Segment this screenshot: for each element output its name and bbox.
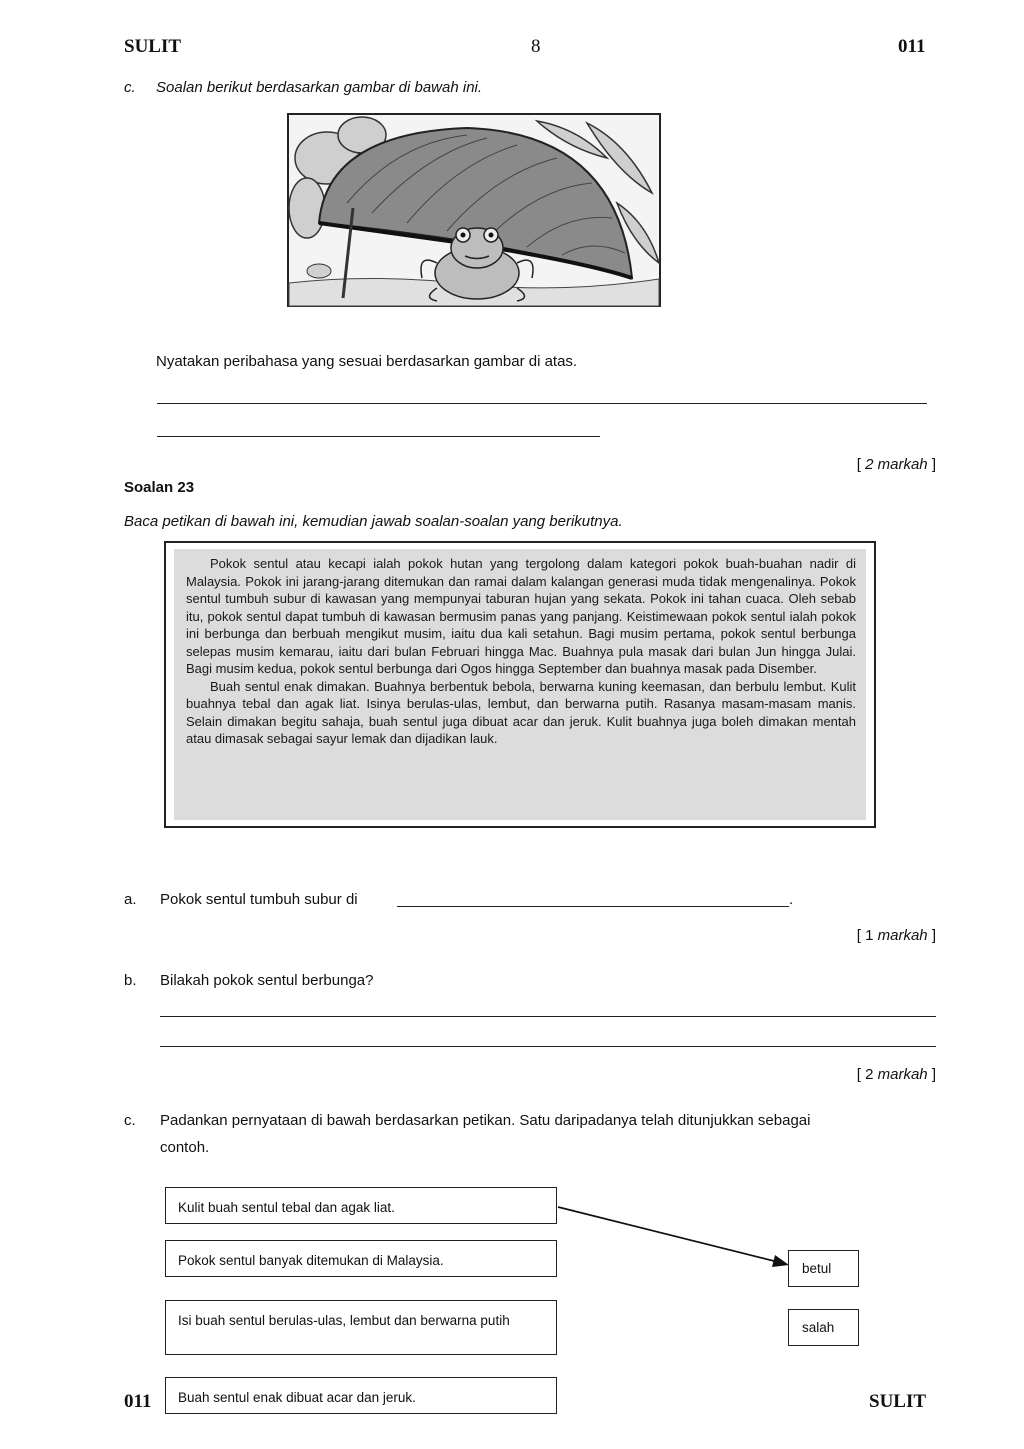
- question-a-end: .: [789, 891, 794, 908]
- question-b-label: b.: [124, 972, 137, 989]
- statement-box[interactable]: Isi buah sentul berulas-ulas, lembut dan berwarna putih: [165, 1300, 557, 1355]
- answer-line[interactable]: [160, 1016, 936, 1017]
- question-prompt: Nyatakan peribahasa yang sesuai berdasarkan gambar di atas.: [156, 353, 578, 370]
- answer-box-betul[interactable]: betul: [788, 1250, 859, 1287]
- footer-left: 011: [124, 1391, 152, 1412]
- answer-box-salah[interactable]: salah: [788, 1309, 859, 1346]
- answer-line[interactable]: [157, 403, 927, 404]
- question-instruction: Soalan berikut berdasarkan gambar di bawah ini.: [156, 79, 483, 96]
- header-left: SULIT: [124, 36, 182, 57]
- passage-paragraph: Buah sentul enak dimakan. Buahnya berbentuk bebola, berwarna kuning keemasan, dan berbulu lembut. Kulit buahnya tebal dan agak liat. Isinya berulas-ulas, lembut, dan berwarna putih. Rasanya masam-masam manis. Selain dimakan begitu sahaja, buah sentul juga dibuat acar dan jeruk. Kulit buahnya juga boleh dimakan mentah atau dimasak sebagai sayur lemak dan dijadikan lauk.: [186, 678, 856, 746]
- statement-box[interactable]: Pokok sentul banyak ditemukan di Malaysia.: [165, 1240, 557, 1277]
- section-instruction: Baca petikan di bawah ini, kemudian jawab soalan-soalan yang berikutnya.: [124, 513, 623, 530]
- passage-box: [164, 541, 876, 828]
- marks-label: [ 2 markah ]: [856, 1066, 936, 1083]
- header-right: 011: [898, 36, 926, 57]
- question-a-label: a.: [124, 891, 137, 908]
- answer-line[interactable]: [397, 906, 789, 907]
- passage-paragraph: Pokok sentul atau kecapi ialah pokok hutan yang tergolong dalam kategori pokok buah-buahan nadir di Malaysia. Pokok ini jarang-jarang ditemukan dan ramai dalam kalangan generasi muda tidak mengenalinya. Pokok sentul tumbuh subur di kawasan yang mempunyai taburan hujan yang sekata. Pokok ini tahan cuaca. Oleh sebab itu, pokok sentul dapat tumbuh di kawasan bermusim panas yang panjang. Keistimewaan pokok sentul ialah pokok ini berbunga dan berbuah mengikut musim, iaitu dua kali setahun. Bagi musim pertama, pokok sentul berbunga selepas musim kemarau, iaitu dari bulan Februari hingga Mac. Buahnya pula masak dari bulan Jun hingga Julai. Bagi musim kedua, pokok sentul berbunga dari Ogos hingga September dan buahnya masak pada Disember.: [186, 556, 856, 676]
- statement-box[interactable]: Buah sentul enak dibuat acar dan jeruk.: [165, 1377, 557, 1414]
- question-a-text: Pokok sentul tumbuh subur di: [160, 891, 358, 908]
- marks-label: [ 2 markah ]: [856, 456, 936, 473]
- footer-right: SULIT: [869, 1391, 927, 1412]
- page-number: 8: [531, 36, 541, 57]
- example-arrow: [556, 1200, 796, 1275]
- marks-label: [ 1 markah ]: [856, 927, 936, 944]
- question-b-text: Bilakah pokok sentul berbunga?: [160, 972, 374, 989]
- frog-under-coconut-shell-illustration: [287, 113, 661, 307]
- question-c-label: c.: [124, 1112, 136, 1129]
- question-label: c.: [124, 79, 136, 96]
- statement-box[interactable]: Kulit buah sentul tebal dan agak liat.: [165, 1187, 557, 1224]
- section-title: Soalan 23: [124, 479, 195, 496]
- question-c-text: Padankan pernyataan di bawah berdasarkan petikan. Satu daripadanya telah ditunjukkan sebagai: [160, 1112, 811, 1129]
- answer-line[interactable]: [157, 436, 600, 437]
- question-c-text-continued: contoh.: [160, 1139, 210, 1156]
- answer-line[interactable]: [160, 1046, 936, 1047]
